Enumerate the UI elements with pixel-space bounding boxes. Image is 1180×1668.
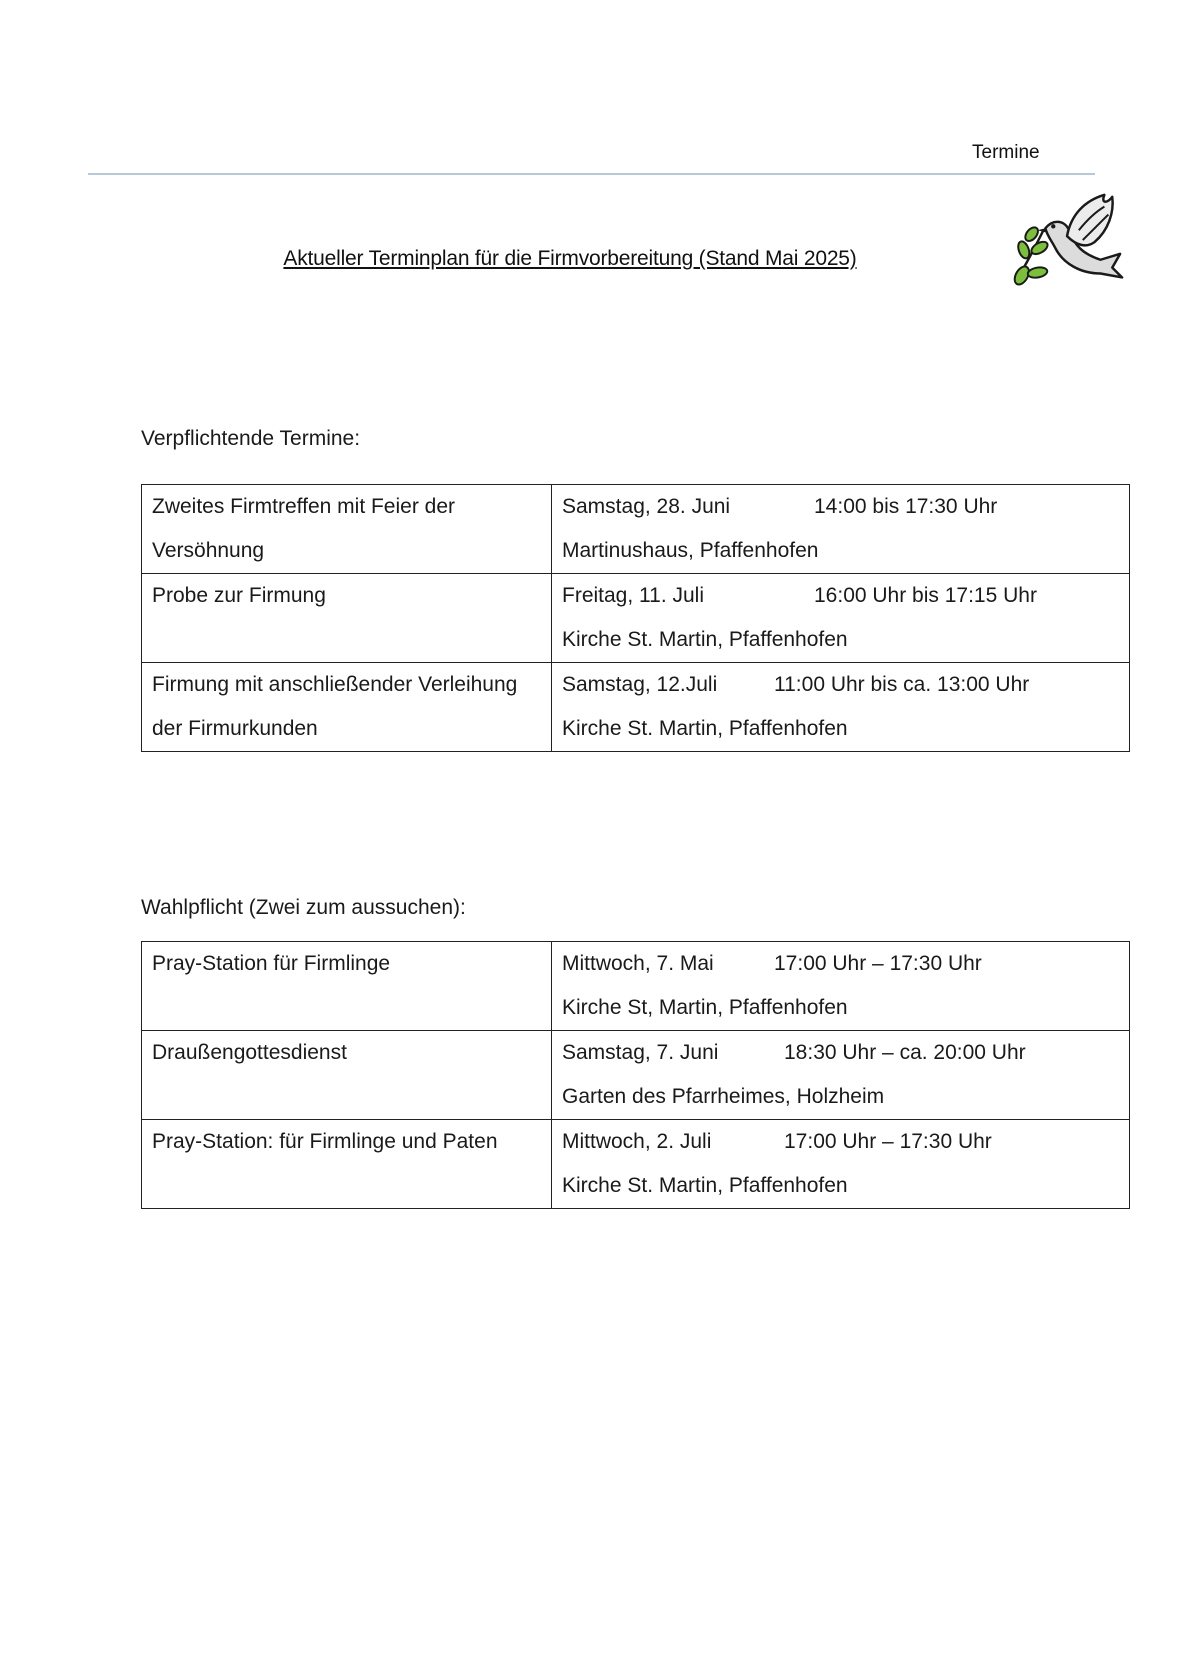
- mandatory-table: [141, 484, 1130, 752]
- date-text: Samstag, 12.Juli: [562, 673, 718, 696]
- when-cell: [552, 485, 1130, 574]
- event-cell: Probe zur Firmung: [142, 574, 552, 663]
- time-text: 18:30 Uhr – ca. 20:00 Uhr: [784, 1041, 1026, 1064]
- location-text: Kirche St. Martin, Pfaffenhofen: [562, 628, 848, 651]
- event-cell: Zweites Firmtreffen mit Feier der Versöhnung: [142, 485, 552, 574]
- event-cell: Firmung mit anschließender Verleihung der Firmurkunden: [142, 663, 552, 752]
- elective-heading: Wahlpflicht (Zwei zum aussuchen):: [141, 896, 466, 919]
- when-cell: [552, 1120, 1130, 1209]
- time-text: 14:00 bis 17:30 Uhr: [814, 495, 998, 518]
- date-text: Samstag, 28. Juni: [562, 495, 731, 518]
- event-cell: Pray-Station: für Firmlinge und Paten: [142, 1120, 552, 1209]
- dove-with-olive-branch-icon: [1010, 190, 1128, 300]
- table-row: [142, 485, 1130, 574]
- location-text: Martinushaus, Pfaffenhofen: [562, 539, 819, 562]
- header-divider: [88, 173, 1095, 175]
- event-cell: Pray-Station für Firmlinge: [142, 942, 552, 1031]
- date-text: Mittwoch, 2. Juli: [562, 1130, 712, 1153]
- time-text: 17:00 Uhr – 17:30 Uhr: [774, 952, 982, 975]
- table-row: [142, 663, 1130, 752]
- mandatory-heading: Verpflichtende Termine:: [141, 427, 361, 450]
- when-cell: [552, 574, 1130, 663]
- when-cell: [552, 942, 1130, 1031]
- date-text: Mittwoch, 7. Mai: [562, 952, 714, 975]
- document-title: Aktueller Terminplan für die Firmvorbereitung (Stand Mai 2025): [283, 247, 857, 270]
- table-row: [142, 1031, 1130, 1120]
- location-text: Kirche St, Martin, Pfaffenhofen: [562, 996, 848, 1019]
- time-text: 17:00 Uhr – 17:30 Uhr: [784, 1130, 992, 1153]
- when-cell: [552, 1031, 1130, 1120]
- table-row: [142, 942, 1130, 1031]
- time-text: 11:00 Uhr bis ca. 13:00 Uhr: [774, 673, 1030, 696]
- location-text: Kirche St. Martin, Pfaffenhofen: [562, 1174, 848, 1197]
- date-text: Samstag, 7. Juni: [562, 1041, 719, 1064]
- table-row: [142, 1120, 1130, 1209]
- when-cell: [552, 663, 1130, 752]
- location-text: Garten des Pfarrheimes, Holzheim: [562, 1085, 885, 1108]
- date-text: Freitag, 11. Juli: [562, 584, 705, 607]
- location-text: Kirche St. Martin, Pfaffenhofen: [562, 717, 848, 740]
- time-text: 16:00 Uhr bis 17:15 Uhr: [814, 584, 1037, 607]
- event-cell: Draußengottesdienst: [142, 1031, 552, 1120]
- elective-table: [141, 941, 1130, 1209]
- header-label: Termine: [972, 142, 1040, 163]
- table-row: [142, 574, 1130, 663]
